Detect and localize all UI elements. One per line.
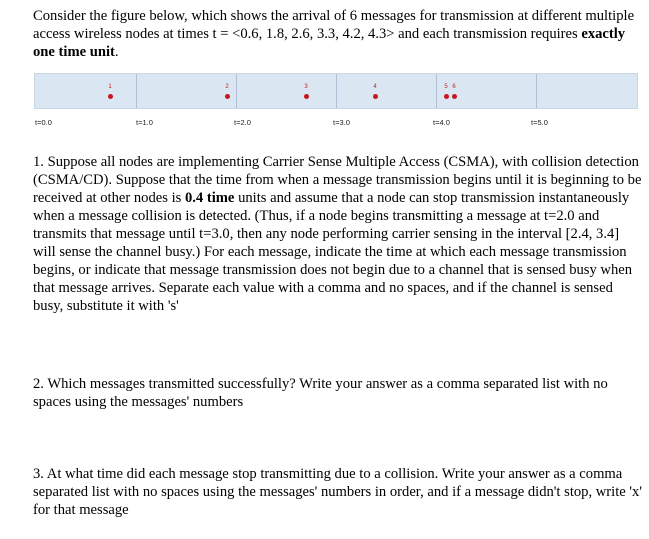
question-1-bold-text: 0.4 time [184, 190, 235, 206]
message-dot [304, 94, 309, 99]
message-dot [373, 94, 378, 99]
tick-label: t=5.0 [531, 118, 548, 127]
message-number: 2 [225, 84, 229, 90]
intro-text: Consider the figure below, which shows the arrival of 6 messages for transmission at different multiple access wireless nodes at times t = <0.6, 1.8, 2.6, 3.3, 4.2, 4.3> and each transmission requires [33, 8, 635, 42]
intro-paragraph [33, 7, 645, 61]
timeline-gridline [536, 74, 537, 108]
message-dot [452, 94, 457, 99]
question-3: 3. At what time did each message stop transmitting due to a collision. Write your answer as a comma separated list with no spaces using the messages' numbers in order, and if a message didn't stop, write 'x' for that message [33, 466, 642, 518]
intro-bold-text: exactly one time unit [33, 26, 626, 60]
message-number: 1 [108, 84, 112, 90]
tick-label: t=0.0 [35, 118, 52, 127]
message-dot [225, 94, 230, 99]
message-number: 5 [444, 84, 448, 90]
timeline-gridline [336, 74, 337, 108]
message-marker-3 [299, 84, 313, 99]
question-1-text: 1. Suppose all nodes are implementing Carrier Sense Multiple Access (CSMA), with collision detection (CSMA/CD). Suppose that the time from when a message transmission begins until it is beginning to be received at other nodes is [33, 154, 642, 206]
message-marker-4 [368, 84, 382, 99]
question-1 [33, 153, 645, 315]
intro-text-end: . [114, 44, 119, 60]
message-number: 6 [452, 84, 456, 90]
question-2: 2. Which messages transmitted successfully? Write your answer as a comma separated list with no spaces using the messages' numbers [33, 376, 608, 410]
message-number: 4 [373, 84, 377, 90]
timeline-gridline [236, 74, 237, 108]
tick-label: t=3.0 [333, 118, 350, 127]
tick-label: t=1.0 [136, 118, 153, 127]
tick-label: t=2.0 [234, 118, 251, 127]
timeline-gridline [136, 74, 137, 108]
message-number: 3 [304, 84, 308, 90]
question-1-text-end: units and assume that a node can stop transmission instantaneously when a message collision is detected. (Thus, if a node begins transmitting a message at t=2.0 and transmits that message until t=3.0, then any node performing carrier sensing in the interval [2.4, 3.4] will sense the channel busy.) For each message, indicate the time at which each message transmission begins, or indicate that message transmission does not begin due to a channel that is sensed busy when that message arrives. Separate each value with a comma and no spaces, and if the channel is sensed busy, substitute it with 's' [33, 190, 633, 314]
message-marker-1 [103, 84, 117, 99]
message-marker-2 [220, 84, 234, 99]
timeline-gridline [436, 74, 437, 108]
tick-label: t=4.0 [433, 118, 450, 127]
message-timeline [34, 73, 638, 109]
message-marker-6 [447, 84, 461, 99]
message-dot [108, 94, 113, 99]
